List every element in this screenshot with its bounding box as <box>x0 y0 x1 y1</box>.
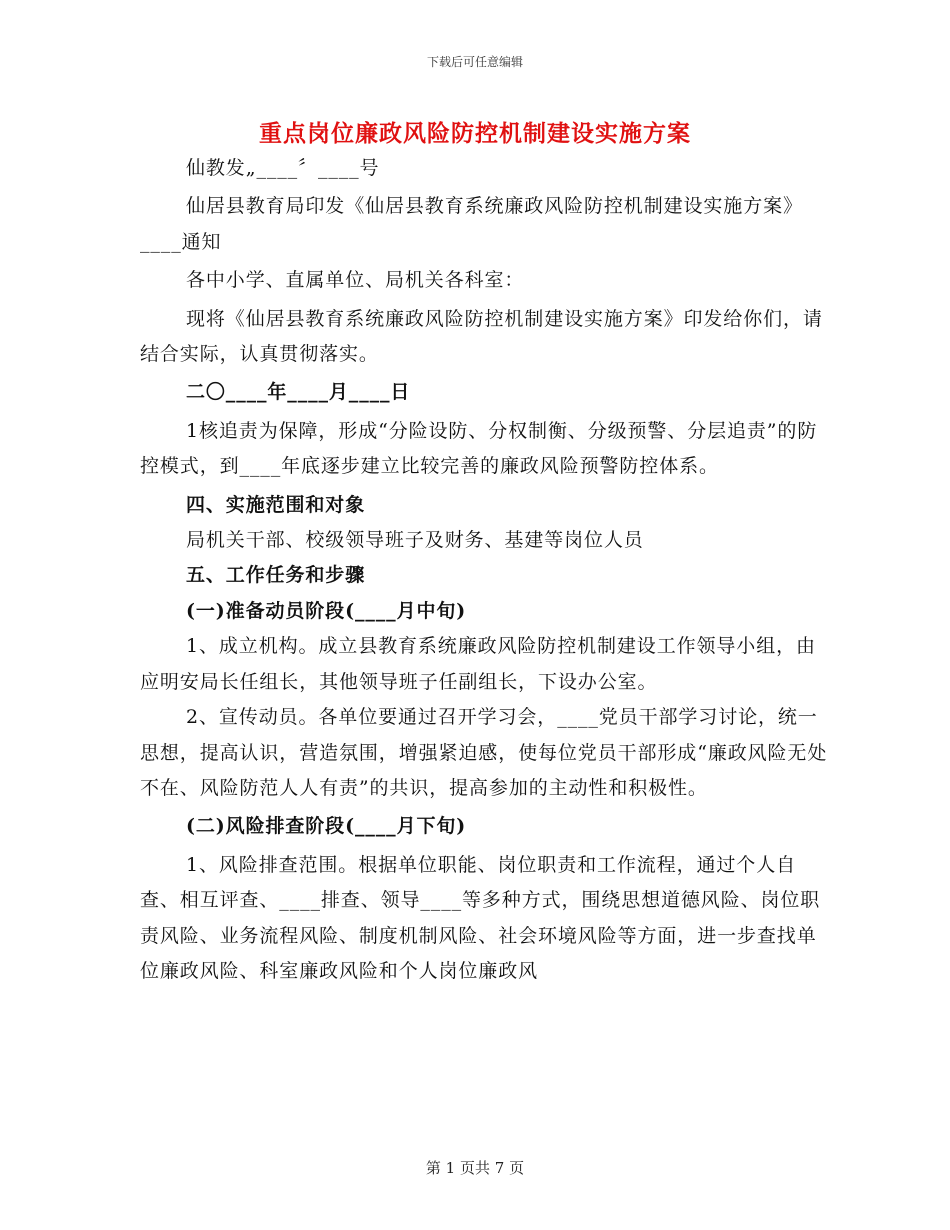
section-heading-tasks: 五、工作任务和步骤 <box>186 564 366 587</box>
notice-body: 现将《仙居县教育系统廉政风险防控机制建设实施方案》印发给你们，请结合实际，认真贯彻落实。 <box>140 307 823 366</box>
task-paragraph-mobilization: 2、宣传动员。各单位要通过召开学习会，____党员干部学习讨论，统一思想，提高认识，营造氛围，增强紧迫感，使每位党员干部形成“廉政风险无处不在、风险防范人人有责”的共识，提高参加的主动性和积极性。 <box>140 706 828 799</box>
subsection-heading-preparation: (一)准备动员阶段(____月中旬) <box>186 599 467 622</box>
section-heading-scope: 四、实施范围和对象 <box>186 493 366 516</box>
notice-title: 仙居县教育局印发《仙居县教育系统廉政风险防控机制建设实施方案》____通知 <box>140 195 803 253</box>
task-paragraph-organization: 1、成立机构。成立县教育系统廉政风险防控机制建设工作领导小组，由应明安局长任组长，其他领导班子任副组长，下设办公室。 <box>140 635 816 693</box>
goal-paragraph: 1核追责为保障，形成“分险设防、分权制衡、分级预警、分层追责”的防控模式，到____年底逐步建立比较完善的廉政风险预警防控体系。 <box>140 419 818 478</box>
recipients: 各中小学、直属单位、局机关各科室： <box>186 269 525 292</box>
date-line: 二〇____年____月____日 <box>186 381 411 404</box>
document-body <box>140 151 830 989</box>
document-title: 重点岗位廉政风险防控机制建设实施方案 <box>259 120 691 147</box>
page-header-note: 下载后可任意编辑 <box>426 55 523 69</box>
task-paragraph-risk-scope: 1、风险排查范围。根据单位职能、岗位职责和工作流程，通过个人自查、相互评查、____排查、领导____等多种方式，围绕思想道德风险、岗位职责风险、业务流程风险、制度机制风险、社会环境风险等方面，进一步查找单位廉政风险、科室廉政风险和个人岗位廉政风 <box>140 853 821 982</box>
scope-paragraph: 局机关干部、校级领导班子及财务、基建等岗位人员 <box>186 529 644 552</box>
page-number: 第 1 页共 7 页 <box>425 1159 525 1177</box>
document-number: 仙教发„____〞____号 <box>186 157 380 179</box>
subsection-heading-risk-check: (二)风险排查阶段(____月下旬) <box>186 815 467 838</box>
